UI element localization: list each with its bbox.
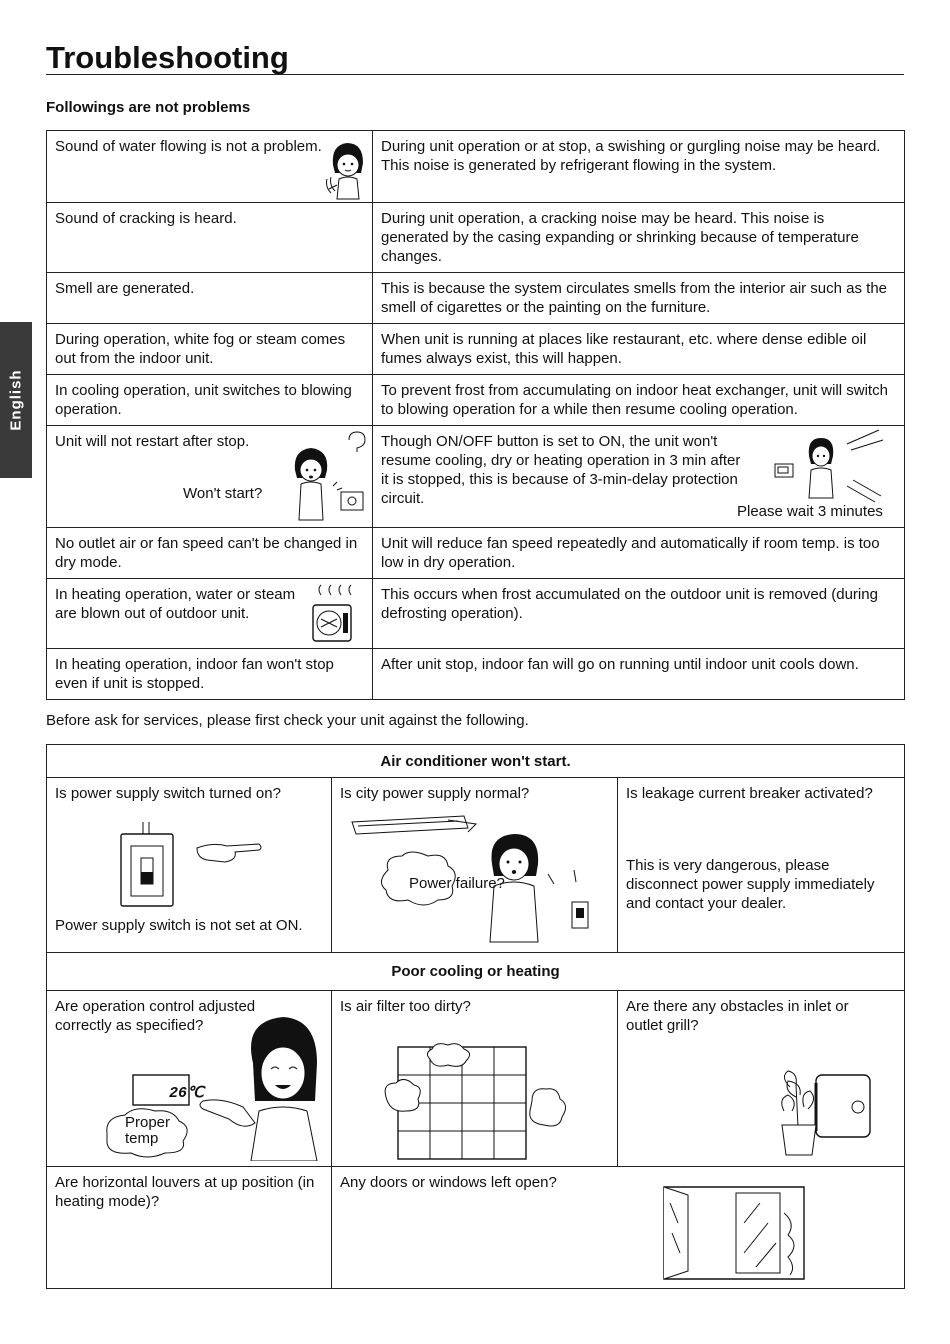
power-failure-bubble-text: Power failure? [409, 875, 505, 892]
blocked-grill-icon [776, 1067, 876, 1157]
language-tab [0, 322, 32, 478]
confused-girl-icon [275, 430, 370, 524]
table-row [47, 131, 905, 203]
explanation-cell [373, 203, 905, 273]
explanation-text: To prevent frost from accumulating on indoor heat exchanger, unit will switch to blowing operation for a while then resume cooling operation. [381, 382, 888, 418]
symptom-text: During operation, white fog or steam comes out from the indoor unit. [55, 331, 346, 367]
table-row [47, 991, 905, 1167]
wont-start-callout: Won't start? [183, 485, 263, 502]
table-row [47, 953, 905, 991]
table-row [47, 745, 905, 778]
not-problems-table [46, 130, 905, 700]
explanation-text: This is because the system circulates smells from the interior air such as the smell of cigarettes or the painting on the furniture. [381, 280, 888, 316]
explanation-text: This occurs when frost accumulated on the outdoor unit is removed (during defrosting operation). [381, 586, 878, 622]
check-question: Any doors or windows left open? [340, 1174, 557, 1191]
check-cell [47, 991, 332, 1167]
table-row [47, 273, 905, 324]
symptom-text: Sound of water flowing is not a problem. [55, 138, 322, 155]
symptom-text: No outlet air or fan speed can't be changed in dry mode. [55, 535, 358, 571]
explanation-text: Though ON/OFF button is set to ON, the unit won't resume cooling, dry or heating operation in 3 min after it is stopped, this is because of 3-min-delay protection circuit. [381, 433, 741, 507]
check-question: Are operation control adjusted correctly as specified? [55, 998, 256, 1034]
explanation-text: Unit will reduce fan speed repeatedly and automatically if room temp. is too low in dry operation. [381, 535, 880, 571]
explanation-cell [373, 375, 905, 426]
check-question: Is power supply switch turned on? [55, 785, 281, 802]
explanation-text: After unit stop, indoor fan will go on running until indoor unit cools down. [381, 656, 859, 673]
power-switch-icon [117, 820, 267, 908]
symptom-cell [47, 273, 373, 324]
waiting-girl-icon [771, 428, 887, 504]
section-heading-wont-start: Air conditioner won't start. [47, 745, 905, 778]
outdoor-unit-steam-icon [311, 583, 355, 645]
check-cell [332, 778, 618, 953]
explanation-text: When unit is running at places like restaurant, etc. where dense edible oil fumes always exist, this will happen. [381, 331, 867, 367]
symptom-cell [47, 579, 373, 649]
check-cell [47, 778, 332, 953]
symptom-text: Unit will not restart after stop. [55, 433, 250, 450]
symptom-cell [47, 324, 373, 375]
check-question: Is leakage current breaker activated? [626, 785, 873, 802]
thermostat-display: 26℃ [169, 1085, 204, 1102]
table-row [47, 375, 905, 426]
page-title: Troubleshooting [46, 40, 289, 75]
symptom-cell [47, 649, 373, 700]
check-cell [618, 991, 905, 1167]
symptom-cell [47, 528, 373, 579]
table-row [47, 649, 905, 700]
explanation-text: During unit operation or at stop, a swishing or gurgling noise may be heard. This noise is generated by refrigerant flowing in the system. [381, 138, 881, 174]
open-window-icon [660, 1183, 808, 1283]
check-question: Are horizontal louvers at up position (in heating mode)? [55, 1174, 315, 1210]
symptom-cell [47, 131, 373, 203]
table-row [47, 203, 905, 273]
service-check-table [46, 744, 905, 1289]
check-cell [47, 1167, 332, 1289]
dirty-filter-icon [382, 1041, 572, 1163]
explanation-cell [373, 579, 905, 649]
proper-temp-bubble-text: Proper temp [125, 1114, 171, 1147]
section-heading-poor-cooling: Poor cooling or heating [47, 953, 905, 991]
not-problems-heading: Followings are not problems [46, 99, 251, 116]
check-question: Is air filter too dirty? [340, 998, 471, 1015]
check-question: Are there any obstacles in inlet or outlet grill? [626, 998, 849, 1034]
symptom-text: In heating operation, water or steam are blown out of outdoor unit. [55, 586, 296, 622]
language-tab-label: English [7, 369, 25, 431]
check-cell [618, 778, 905, 953]
explanation-cell [373, 426, 905, 528]
symptom-cell [47, 426, 373, 528]
symptom-text: In heating operation, indoor fan won't stop even if unit is stopped. [55, 656, 334, 692]
table-row [47, 426, 905, 528]
check-cell [332, 991, 618, 1167]
table-row [47, 579, 905, 649]
explanation-cell [373, 131, 905, 203]
explanation-cell [373, 649, 905, 700]
explanation-cell [373, 324, 905, 375]
symptom-cell [47, 375, 373, 426]
girl-listening-icon [325, 139, 371, 201]
check-caption: This is very dangerous, please disconnect power supply immediately and contact your dealer. [626, 857, 875, 912]
check-caption: Power supply switch is not set at ON. [55, 917, 303, 934]
please-wait-callout: Please wait 3 minutes [737, 503, 883, 520]
title-divider [46, 74, 904, 75]
symptom-text: In cooling operation, unit switches to blowing operation. [55, 382, 352, 418]
explanation-cell [373, 273, 905, 324]
table-row [47, 1167, 905, 1289]
check-cell [332, 1167, 905, 1289]
symptom-text: Smell are generated. [55, 280, 195, 297]
table-row [47, 778, 905, 953]
service-check-note: Before ask for services, please first check your unit against the following. [46, 712, 529, 729]
explanation-cell [373, 528, 905, 579]
table-row [47, 528, 905, 579]
explanation-text: During unit operation, a cracking noise may be heard. This noise is generated by the casing expanding or shrinking because of temperature changes. [381, 210, 859, 265]
table-row [47, 324, 905, 375]
symptom-cell [47, 203, 373, 273]
symptom-text: Sound of cracking is heard. [55, 210, 237, 227]
check-question: Is city power supply normal? [340, 785, 530, 802]
